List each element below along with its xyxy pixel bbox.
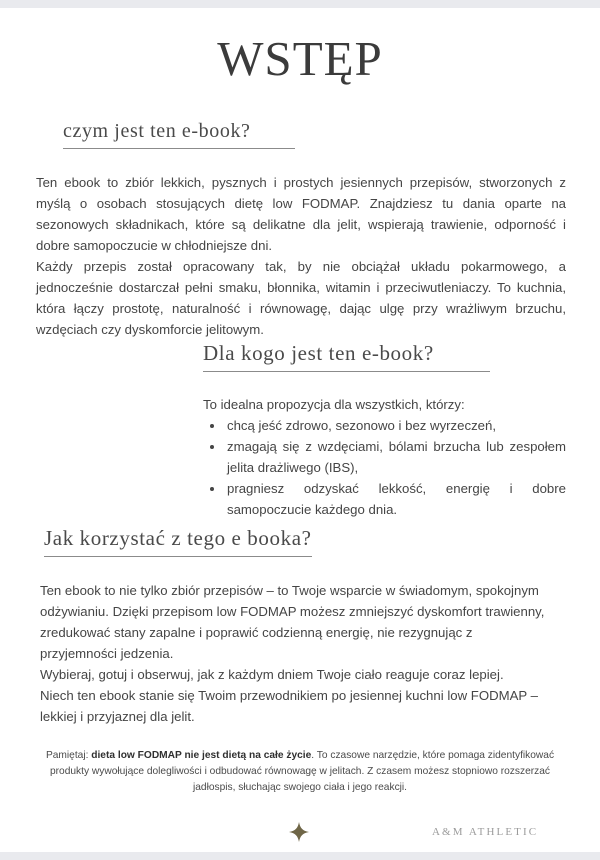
list-item: • pragniesz odzyskać lekkość, energię i dobre samopoczucie każdego dnia. bbox=[225, 478, 566, 520]
section-1-body bbox=[36, 172, 566, 340]
section-heading-jak-korzystac-z-tego-ebooka bbox=[44, 526, 312, 557]
list-item: • zmagają się z wzdęciami, bólami brzucha lub zespołem jelita drażliwego (IBS), bbox=[225, 436, 566, 478]
document-page bbox=[0, 8, 600, 852]
section-1-paragraph-2: Każdy przepis został opracowany tak, by nie obciążał układu pokarmowego, a jednocześnie dostarczał pełni smaku, błonnika, witamin i przeciwutleniaczy. To kuchnia, która łączy prostotę, naturalność i równowagę, dając ulgę przy wrażliwym brzuchu, wzdęciach czy dyskomforcie jelitowym. bbox=[36, 259, 566, 337]
note-rest-text: . To czasowe narzędzie, które pomaga zidentyfikować produkty wywołujące dolegliwości i odbudować równowagę w jelitach. Z czasem możesz stopniowo rozszerzać jadłospis, słuchając swojego ciała i jego reakcji. bbox=[50, 750, 555, 793]
section-3-paragraph-1: Ten ebook to nie tylko zbiór przepisów – to Twoje wsparcie w świadomym, spokojnym odżywianiu. Dzięki przepisom low FODMAP możesz zmniejszyć dyskomfort trawienny, zredukować stany zapalne i poprawić codzienną energię, nie rezygnując z przyjemności jedzenia. bbox=[40, 583, 545, 661]
section-2-intro: To idealna propozycja dla wszystkich, którzy: bbox=[203, 397, 465, 412]
section-3-heading-text: Jak korzystać z tego e booka? bbox=[44, 526, 312, 550]
section-1-heading-text: czym jest ten e-book? bbox=[63, 120, 251, 142]
note-lead-text: Pamiętaj: bbox=[45, 750, 92, 761]
section-3-body bbox=[40, 580, 552, 727]
four-point-star-icon bbox=[287, 820, 311, 844]
section-3-heading-rule bbox=[44, 556, 312, 557]
section-3-paragraph-2: Wybieraj, gotuj i obserwuj, jak z każdym dniem Twoje ciało reaguje coraz lepiej. bbox=[40, 667, 504, 682]
section-2-body bbox=[203, 394, 566, 520]
page-title: WSTĘP bbox=[217, 31, 383, 86]
section-2-heading-text: Dla kogo jest ten e-book? bbox=[203, 341, 434, 365]
remember-note bbox=[30, 748, 570, 796]
section-2-bullet-list bbox=[203, 415, 566, 520]
brand-wordmark: A&M ATHLETIC bbox=[432, 826, 539, 838]
section-2-heading-rule bbox=[203, 371, 490, 372]
section-heading-dla-kogo-jest-ten-ebook bbox=[203, 341, 490, 372]
note-bold-text: dieta low FODMAP nie jest dietą na całe życie bbox=[91, 750, 312, 761]
section-heading-czym-jest-ten-ebook bbox=[63, 120, 295, 149]
section-1-paragraph-1: Ten ebook to zbiór lekkich, pysznych i prostych jesiennych przepisów, stworzonych z myślą o osobach stosujących dietę low FODMAP. Znajdziesz tu dania oparte na sezonowych składnikach, które są delikatne dla jelit, wspierają trawienie, odporność i dobre samopoczucie w chłodniejsze dni. bbox=[36, 175, 566, 253]
section-1-heading-rule bbox=[63, 148, 295, 149]
list-item: • chcą jeść zdrowo, sezonowo i bez wyrzeczeń, bbox=[225, 415, 566, 436]
section-3-paragraph-3: Niech ten ebook stanie się Twoim przewodnikiem po jesiennej kuchni low FODMAP – lekkiej i przyjaznej dla jelit. bbox=[40, 688, 538, 724]
